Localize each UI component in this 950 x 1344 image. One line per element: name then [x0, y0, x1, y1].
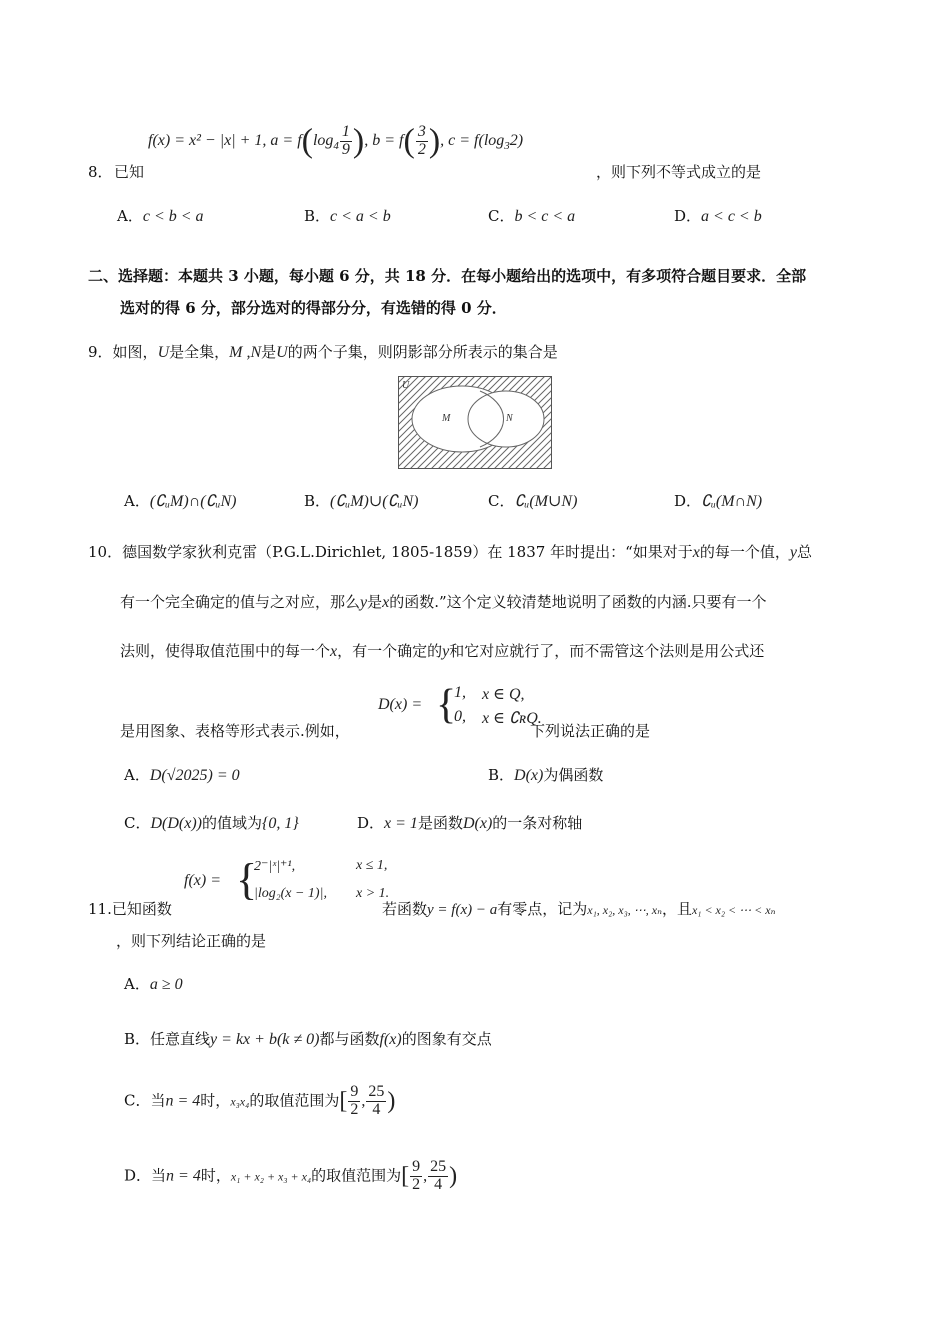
- q11-option-d-hi-den: 4: [434, 1175, 443, 1193]
- q10-option-a: [124, 764, 240, 785]
- q11-option-b-text3: 的图象有交点: [401, 1030, 492, 1048]
- q8-frac-3-2: [416, 124, 428, 159]
- q11-option-b-label: B．: [124, 1030, 151, 1048]
- q11-option-d-text3: 的取值范围为: [311, 1166, 402, 1185]
- q8-c-log-base: 3: [504, 140, 510, 153]
- q10-l3b: ，有一个确定的: [337, 642, 443, 660]
- q10-option-c-math: D(D(x)): [150, 815, 203, 832]
- q11-option-d-math: n = 4: [166, 1167, 201, 1185]
- q8-option-b-math: c < a < b: [330, 208, 391, 225]
- q11-option-d: D．当n = 4时，x₁ + x₂ + x₃ + x₄的取值范围为[ $\frac{9}{2}$ , $\frac{25}{4}$ ): [124, 1158, 458, 1193]
- q10-number: 10．: [88, 543, 123, 561]
- q11-case2-val: |log₂(x − 1)|,: [254, 886, 327, 901]
- q9-stem: [88, 341, 558, 362]
- q9-option-c-label: C．: [488, 492, 515, 510]
- q11-option-b-text1: 任意直线: [150, 1030, 211, 1048]
- q11-line2: ，则下列结论正确的是: [116, 932, 267, 950]
- q8-frac-den: 9: [341, 140, 350, 158]
- q11-option-c: C．当n = 4时，x₃x₄的取值范围为[ $\frac{9}{2}$ , $\frac{25}{4}$ ): [124, 1083, 396, 1118]
- q11-t4: ，且: [661, 900, 692, 918]
- q10-line1: [88, 541, 812, 562]
- q8-log-a-base: 4: [333, 140, 339, 153]
- q11-stem-mid: [382, 898, 775, 919]
- q8-option-d-label: D．: [674, 207, 702, 225]
- q9-t4: 的两个子集，则阴影部分所表示的集合是: [287, 343, 558, 361]
- q8-option-c-label: C．: [488, 207, 515, 225]
- q11-option-c-hi-num: 25: [368, 1083, 385, 1100]
- q10-line2: [120, 591, 766, 612]
- q10-d-lead: D(x) =: [378, 696, 423, 713]
- q10-l2c: 的函数.”这个定义较清楚地说明了函数的内涵.只要有一个: [389, 593, 767, 611]
- q9-option-b: [304, 490, 418, 511]
- q9-option-b-math: (∁ᵤM)∪(∁ᵤN): [330, 493, 419, 510]
- q10-option-c: [124, 812, 299, 833]
- q9-mn: M ,N: [229, 344, 262, 361]
- q11-f-lead: f(x) =: [184, 872, 221, 889]
- q11-number: 11.: [88, 900, 112, 918]
- q10-option-c-math2: {0, 1}: [262, 815, 299, 832]
- q8-c-arg: 2: [509, 131, 518, 149]
- q9-option-a-math: (∁ᵤM)∩(∁ᵤN): [149, 493, 237, 510]
- q10-option-d-text1: 是函数: [417, 814, 463, 832]
- q8-option-c: [488, 205, 575, 226]
- q8-number: 8．: [88, 163, 113, 181]
- venn-diagram: [398, 376, 552, 469]
- q8-option-d-math: a < c < b: [701, 208, 762, 225]
- q10-option-b-math: D(x): [514, 767, 544, 784]
- q11-option-a: [124, 973, 183, 994]
- q11-option-c-text3: 的取值范围为: [249, 1091, 340, 1110]
- q10-option-b-label: B．: [488, 766, 515, 784]
- q10-case1-val: 1,: [454, 684, 466, 701]
- q8-log-a: log: [312, 131, 334, 149]
- q11-option-b-math2: f(x): [379, 1031, 402, 1048]
- q8-option-c-math: b < c < a: [514, 208, 576, 225]
- q10-option-c-text: 的值域为: [202, 814, 263, 832]
- q9-option-a-label: A．: [124, 492, 150, 510]
- q8-option-a-math: c < b < a: [142, 208, 204, 225]
- q8-b-frac-num: 3: [417, 123, 426, 140]
- q11-order: x₁ < x₂ < ⋯ < xₙ: [691, 903, 776, 917]
- q10-option-d-label: D．: [357, 814, 385, 832]
- q11-y-math: y = f(x) − a: [427, 902, 498, 918]
- q11-option-d-lo-num: 9: [412, 1158, 421, 1175]
- q9-option-d-label: D．: [674, 492, 702, 510]
- q10-y-2: y: [360, 594, 368, 611]
- q11-option-d-text2: 时，: [200, 1166, 231, 1185]
- q11-case1-val: 2⁻|ˣ|⁺¹,: [254, 859, 296, 874]
- q10-option-d-math: x = 1: [384, 815, 418, 832]
- q11-case1-cond: x ≤ 1,: [356, 858, 388, 873]
- q11-option-c-lo-num: 9: [350, 1083, 359, 1100]
- q10-case2-cond: x ∈ ∁ʀQ.: [482, 710, 542, 727]
- q11-option-d-lo: [410, 1159, 422, 1194]
- q10-line3: [120, 640, 764, 661]
- q10-l3c: 和它对应就行了，而不需管这个法则是用公式还: [449, 642, 765, 660]
- q11-option-b-math: y = kx + b(k ≠ 0): [210, 1031, 320, 1048]
- q9-option-c-math: ∁ᵤ(M∪N): [514, 493, 578, 510]
- q8-option-a-label: A．: [117, 207, 143, 225]
- q10-l1b: 的每一个值，: [699, 543, 790, 561]
- q8-b-lead: , b = f: [364, 131, 404, 149]
- q11-option-c-lo: [348, 1084, 360, 1119]
- q10-line4-tail: 下列说法正确的是: [530, 722, 651, 740]
- q10-l2a: 有一个完全确定的值与之对应，那么: [120, 593, 361, 611]
- q10-y-1: y: [789, 544, 797, 561]
- q9-t3: 是: [261, 343, 277, 361]
- q11-option-d-math2: x₁ + x₂ + x₃ + x₄: [230, 1169, 312, 1184]
- q8-option-b-label: B．: [304, 207, 331, 225]
- q11-option-b-text2: 都与函数: [319, 1030, 380, 1048]
- q11-option-c-text2: 时，: [200, 1091, 231, 1110]
- q10-x-1: x: [692, 544, 700, 561]
- q11-option-d-lo-den: 2: [412, 1175, 421, 1193]
- q9-t1: 如图，: [112, 343, 158, 361]
- q11-option-d-label: D．: [124, 1166, 152, 1185]
- q10-option-a-label: A．: [124, 766, 150, 784]
- q8-option-b: [304, 205, 391, 226]
- q11-option-c-math: n = 4: [165, 1092, 201, 1110]
- q8-c-log: log: [483, 131, 505, 149]
- q10-l1a: 德国数学家狄利克雷（P.G.L.Dirichlet, 1805-1859）在 1837 年时提出：“如果对于: [122, 543, 693, 561]
- q11-option-d-hi-num: 25: [430, 1158, 447, 1175]
- q10-x-3: x: [330, 643, 338, 660]
- section2-line1: 二、选择题：本题共 3 小题，每小题 6 分，共 18 分．在每小题给出的选项中，有多项符合题目要求．全部: [88, 267, 807, 285]
- q11-option-d-hi: [428, 1159, 448, 1194]
- q9-option-a: [124, 490, 236, 511]
- q10-option-a-math: D(√2025) = 0: [149, 767, 240, 784]
- q10-option-c-label: C．: [124, 814, 151, 832]
- q11-option-c-label: C．: [124, 1091, 151, 1110]
- q8-formula: f(x) = x² − |x| + 1, $a = f(\log_4$ $\frac{1}{9}$ ), b = f( $\frac{3}{2}$ ), $c = f(\log_32)$: [148, 122, 524, 160]
- q9-option-d: [674, 490, 762, 511]
- q10-l1c: 总: [796, 543, 812, 561]
- q11-option-d-text1: 当: [151, 1166, 167, 1185]
- q10-option-d: [357, 812, 582, 833]
- q8-prefix: 已知: [114, 163, 145, 181]
- q10-option-b: [488, 764, 603, 785]
- q10-option-d-text2: 的一条对称轴: [492, 814, 583, 832]
- q11-t1: 已知函数: [111, 900, 172, 918]
- q10-l3a: 法则，使得取值范围中的每一个: [120, 642, 331, 660]
- q11-option-b: [124, 1028, 492, 1049]
- q11-case2-cond: x > 1.: [356, 886, 390, 901]
- q11-option-c-lo-den: 2: [350, 1100, 359, 1118]
- q9-t2: 是全集，: [169, 343, 230, 361]
- q8-b-frac-den: 2: [417, 140, 426, 158]
- section2-line2: 选对的得 6 分，部分选对的得部分分，有选错的得 0 分．: [120, 299, 507, 317]
- q8-frac-num: 1: [341, 123, 350, 140]
- q11-option-c-math2: x₃x₄: [230, 1094, 250, 1109]
- q11-roots: x₁, x₂, x₃, ⋯, xₙ: [587, 903, 662, 917]
- q8-option-a: [117, 205, 204, 226]
- q9-option-d-math: ∁ᵤ(M∩N): [701, 493, 763, 510]
- q8-frac-1-9: [340, 124, 352, 159]
- q10-line4: 是用图象、表格等形式表示.例如，: [120, 722, 350, 740]
- q11-option-a-math: a ≥ 0: [149, 976, 183, 993]
- q11-t3: 有零点，记为: [497, 900, 588, 918]
- q9-option-b-label: B．: [304, 492, 331, 510]
- q8-formula-lead: f(x) = x² − |x| + 1, a = f: [148, 131, 302, 149]
- q10-option-d-math2: D(x): [462, 815, 493, 832]
- q11-t2: 若函数: [382, 900, 428, 918]
- venn-label-n: N: [506, 413, 513, 424]
- q8-suffix: ，则下列不等式成立的是: [596, 163, 762, 181]
- q10-x-2: x: [382, 594, 390, 611]
- q11-option-c-text1: 当: [150, 1091, 166, 1110]
- q9-option-c: [488, 490, 577, 511]
- q11-stem-start: [88, 898, 172, 919]
- q10-l2b: 是: [367, 593, 383, 611]
- q11-option-c-hi-den: 4: [372, 1100, 381, 1118]
- q9-u: U: [157, 344, 170, 361]
- venn-label-u: U: [402, 380, 410, 391]
- q10-case2-val: 0,: [454, 708, 466, 725]
- q11-option-c-hi: [366, 1084, 386, 1119]
- q9-u2: U: [276, 344, 288, 361]
- q8-c-lead: , c = f: [440, 131, 479, 149]
- q11-option-a-label: A．: [124, 975, 150, 993]
- q10-y-3: y: [442, 643, 450, 660]
- q8-option-d: [674, 205, 762, 226]
- q10-case1-cond: x ∈ Q,: [482, 686, 525, 703]
- q10-option-b-text: 为偶函数: [543, 766, 604, 784]
- venn-label-m: M: [442, 413, 451, 424]
- q9-number: 9．: [88, 343, 113, 361]
